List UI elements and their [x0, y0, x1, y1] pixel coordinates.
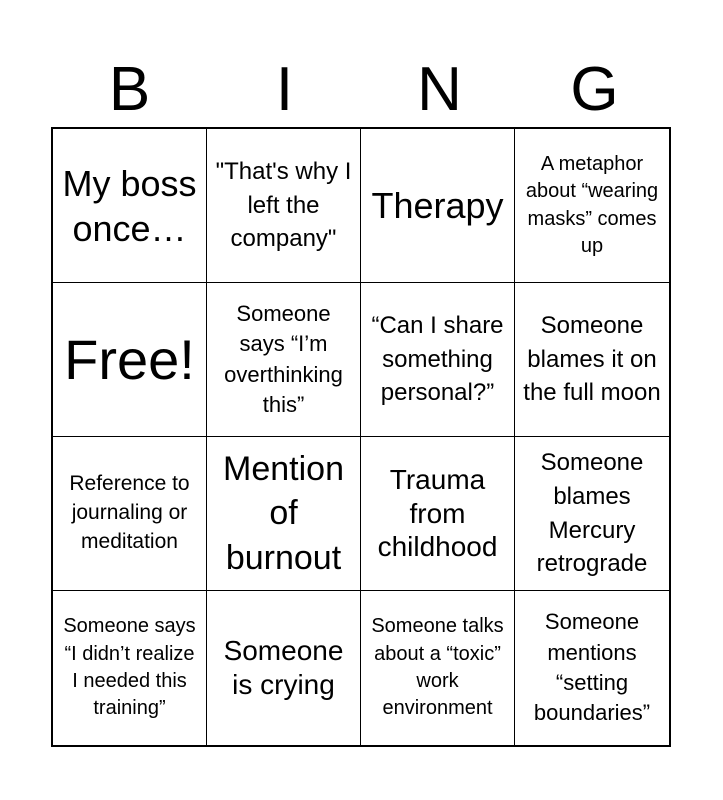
bingo-cell[interactable] [515, 129, 669, 283]
cell-text: My boss once… [62, 162, 197, 249]
cell-text: Someone talks about a “toxic” work environment [371, 615, 504, 720]
cell-text: Someone says “I’m overthinking this” [224, 300, 343, 417]
bingo-cell[interactable] [207, 129, 361, 283]
bingo-cell[interactable] [361, 129, 515, 283]
cell-text: Therapy [371, 185, 504, 226]
cell-text: Reference to journaling or meditation [69, 472, 190, 553]
cell-text: Mention of burnout [223, 450, 344, 577]
bingo-cell[interactable] [515, 283, 669, 437]
header-letter-i: I [275, 55, 294, 124]
bingo-cell[interactable] [53, 591, 207, 745]
cell-text: “Can I share something personal?” [371, 312, 504, 407]
cell-text: Someone blames Mercury retrograde [536, 449, 648, 578]
header-letter-n: N [417, 55, 462, 124]
cell-text: Trauma from childhood [377, 464, 498, 563]
bingo-cell[interactable] [361, 591, 515, 745]
cell-text: A metaphor about “wearing masks” comes up [525, 152, 659, 257]
cell-text: Someone says “I didn’t realize I needed this training” [63, 615, 196, 720]
bingo-cell[interactable] [361, 437, 515, 591]
bingo-cell[interactable] [207, 283, 361, 437]
bingo-header [52, 55, 672, 125]
header-letter-g: G [570, 55, 619, 124]
bingo-cell[interactable] [361, 283, 515, 437]
bingo-cell[interactable] [53, 129, 207, 283]
cell-text: Free! [64, 327, 195, 391]
bingo-cell[interactable] [207, 591, 361, 745]
cell-text: Someone blames it on the full moon [523, 312, 661, 407]
bingo-cell[interactable] [207, 437, 361, 591]
bingo-free-cell[interactable] [53, 283, 207, 437]
bingo-cell[interactable] [53, 437, 207, 591]
cell-text: "That's why I left the company" [215, 158, 352, 253]
header-letter-b: B [108, 55, 151, 124]
bingo-board [51, 127, 671, 747]
bingo-cell[interactable] [515, 437, 669, 591]
cell-text: Someone mentions “setting boundaries” [533, 609, 651, 726]
bingo-cell[interactable] [515, 591, 669, 745]
cell-text: Someone is crying [223, 635, 344, 700]
